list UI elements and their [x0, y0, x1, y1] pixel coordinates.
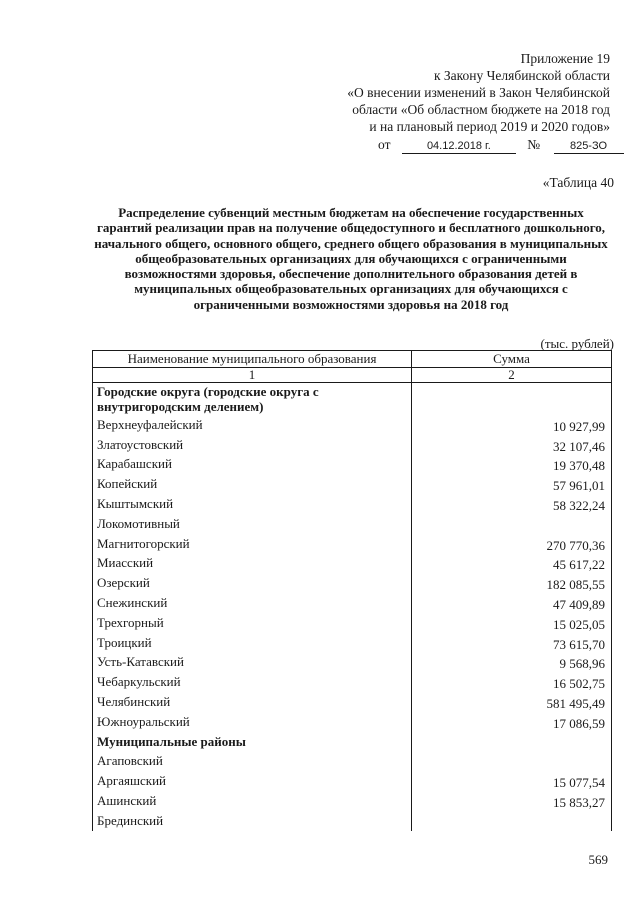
subsidy-amount: 47 409,89 [412, 593, 612, 613]
section-amount [412, 383, 612, 416]
appendix-law-name-3: и на плановый период 2019 и 2020 годов» [369, 119, 610, 134]
law-number: 825-ЗО [554, 140, 624, 154]
subsidy-amount: 15 025,05 [412, 613, 612, 633]
table-row [93, 435, 612, 455]
municipality-name: Аргаяшский [93, 771, 412, 791]
law-date: 04.12.2018 г. [402, 140, 516, 154]
section-row-city-districts [93, 383, 612, 416]
table-row [93, 692, 612, 712]
table-row [93, 771, 612, 791]
column-number-row [93, 368, 612, 383]
table-row [93, 455, 612, 475]
from-label: от [378, 137, 391, 152]
table-header-row [93, 351, 612, 368]
table-row [93, 534, 612, 554]
table-row [93, 554, 612, 574]
units-label: (тыс. рублей) [540, 336, 614, 351]
subsidy-amount: 57 961,01 [412, 474, 612, 494]
appendix-title: Приложение 19 [520, 51, 610, 66]
municipality-name: Копейский [93, 474, 412, 494]
section-amount [412, 732, 612, 752]
table-label: «Таблица 40 [542, 175, 614, 190]
municipality-name: Троицкий [93, 633, 412, 653]
table-row [93, 415, 612, 435]
section-row-municipal-districts [93, 732, 612, 752]
municipality-name: Чебаркульский [93, 672, 412, 692]
appendix-law-name-2: области «Об областном бюджете на 2018 год [352, 102, 610, 117]
subsidy-amount [412, 752, 612, 772]
table-row [93, 752, 612, 772]
municipality-name: Миасский [93, 554, 412, 574]
number-label: № [527, 137, 541, 152]
document-heading: Распределение субвенций местным бюджетам на обеспечение государственных гарантий реализации прав на получение общедоступного и бесплатного дошкольного, начального общего, основного общего, среднего общего образования в муниципальных общеобразовательных организациях для обучающихся с ограниченными возможностями здоровья, обеспечение дополнительного образования детей в муниципальных общеобразовательных организациях для обучающихся с ограниченными возможностями здоровья на 2018 год [94, 205, 608, 312]
municipality-name: Кыштымский [93, 494, 412, 514]
municipality-name: Магнитогорский [93, 534, 412, 554]
appendix-law-name-1: «О внесении изменений в Закон Челябинской [347, 85, 610, 100]
law-date-line [378, 137, 624, 154]
municipality-name: Златоустовский [93, 435, 412, 455]
table-row [93, 633, 612, 653]
table-row [93, 791, 612, 811]
municipality-name: Челябинский [93, 692, 412, 712]
subsidy-amount: 270 770,36 [412, 534, 612, 554]
table-row [93, 672, 612, 692]
municipality-name: Ашинский [93, 791, 412, 811]
table-row [93, 474, 612, 494]
table-row [93, 613, 612, 633]
municipality-name: Озерский [93, 573, 412, 593]
subsidy-amount: 32 107,46 [412, 435, 612, 455]
table-row [93, 494, 612, 514]
subsidy-amount [412, 811, 612, 831]
subsidy-amount: 73 615,70 [412, 633, 612, 653]
section-title: Муниципальные районы [93, 732, 412, 752]
subsidy-amount [412, 514, 612, 534]
table-row [93, 811, 612, 831]
municipality-name: Агаповский [93, 752, 412, 772]
table-row [93, 593, 612, 613]
appendix-law-ref: к Закону Челябинской области [433, 68, 610, 83]
column-number-2: 2 [412, 368, 612, 383]
page-number: 569 [588, 852, 608, 867]
subsidy-amount: 16 502,75 [412, 672, 612, 692]
column-header-amount: Сумма [412, 351, 612, 368]
table-row [93, 573, 612, 593]
subsidy-amount: 182 085,55 [412, 573, 612, 593]
subsidy-amount: 15 077,54 [412, 771, 612, 791]
municipality-name: Верхнеуфалейский [93, 415, 412, 435]
subsidy-amount: 45 617,22 [412, 554, 612, 574]
subsidy-amount: 17 086,59 [412, 712, 612, 732]
municipality-name: Снежинский [93, 593, 412, 613]
section-title: Городские округа (городские округа с внутригородским делением) [93, 383, 412, 416]
table-row [93, 653, 612, 673]
table-row [93, 514, 612, 534]
subsidy-table [92, 350, 612, 831]
municipality-name: Брединский [93, 811, 412, 831]
subsidy-amount: 15 853,27 [412, 791, 612, 811]
appendix-header [347, 50, 610, 135]
municipality-name: Трехгорный [93, 613, 412, 633]
subsidy-amount: 19 370,48 [412, 455, 612, 475]
municipality-name: Усть-Катавский [93, 653, 412, 673]
municipality-name: Локомотивный [93, 514, 412, 534]
municipality-name: Южноуральский [93, 712, 412, 732]
subsidy-amount: 58 322,24 [412, 494, 612, 514]
column-number-1: 1 [93, 368, 412, 383]
column-header-name: Наименование муниципального образования [93, 351, 412, 368]
subsidy-amount: 9 568,96 [412, 653, 612, 673]
municipality-name: Карабашский [93, 455, 412, 475]
table-row [93, 712, 612, 732]
subsidy-amount: 10 927,99 [412, 415, 612, 435]
subsidy-amount: 581 495,49 [412, 692, 612, 712]
